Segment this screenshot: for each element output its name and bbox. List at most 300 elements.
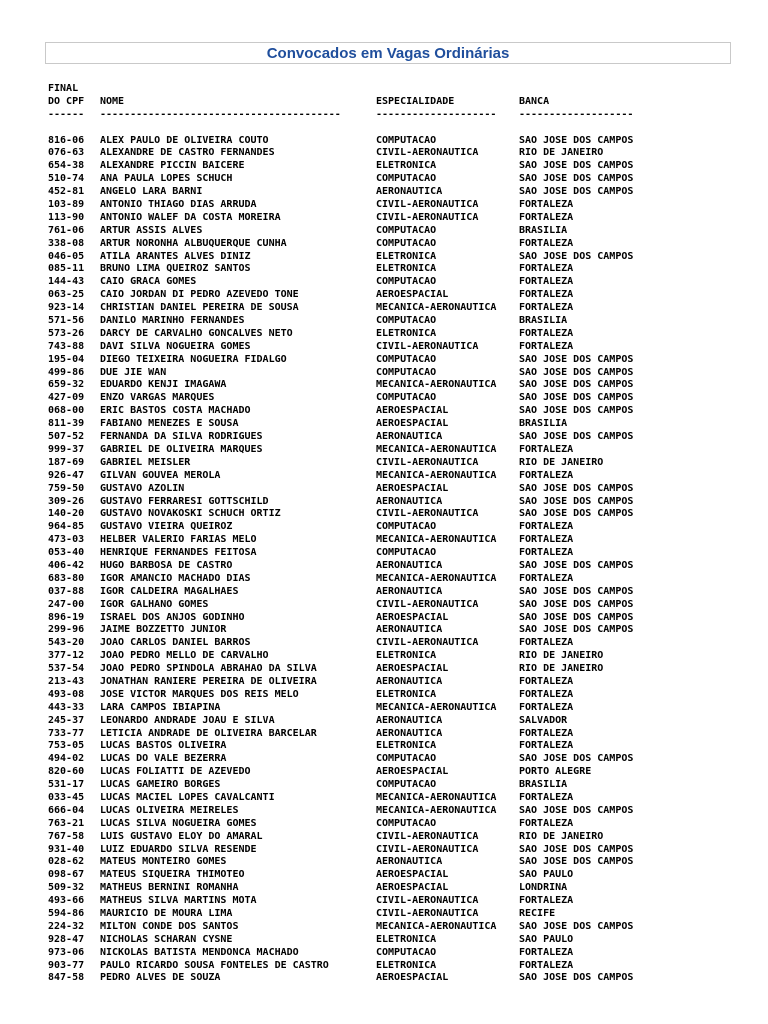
row-nome: LUIS GUSTAVO ELOY DO AMARAL	[100, 830, 263, 842]
row-nome: CAIO GRACA GOMES	[100, 276, 197, 288]
row-especialidade: ELETRONICA	[376, 160, 437, 172]
row-nome: LEONARDO ANDRADE JOAU E SILVA	[100, 714, 275, 726]
row-banca: FORTALEZA	[519, 791, 574, 803]
table-row	[48, 908, 748, 921]
row-especialidade: AERONAUTICA	[376, 186, 443, 198]
row-nome: LARA CAMPOS IBIAPINA	[100, 701, 221, 713]
row-cpf: 759-50	[48, 482, 85, 494]
table-row	[48, 392, 748, 405]
table-row	[48, 508, 748, 521]
row-nome: HENRIQUE FERNANDES FEITOSA	[100, 547, 257, 559]
row-especialidade: COMPUTACAO	[376, 224, 437, 236]
table-row	[48, 882, 748, 895]
table-row	[48, 225, 748, 238]
row-banca: SAO JOSE DOS CAMPOS	[519, 611, 634, 623]
row-cpf: 928-47	[48, 933, 85, 945]
row-cpf: 896-19	[48, 611, 85, 623]
row-banca: SAO JOSE DOS CAMPOS	[519, 431, 634, 443]
row-banca: SAO JOSE DOS CAMPOS	[519, 366, 634, 378]
row-banca: SALVADOR	[519, 714, 568, 726]
candidate-listing	[48, 83, 748, 985]
row-especialidade: AEROESPACIAL	[376, 882, 449, 894]
table-row	[48, 676, 748, 689]
spacer	[48, 122, 748, 135]
row-banca: FORTALEZA	[519, 675, 574, 687]
row-cpf: 473-03	[48, 534, 85, 546]
row-nome: DANILO MARINHO FERNANDES	[100, 315, 245, 327]
table-row	[48, 779, 748, 792]
row-nome: EDUARDO KENJI IMAGAWA	[100, 379, 227, 391]
table-row	[48, 947, 748, 960]
table-row	[48, 251, 748, 264]
row-nome: IGOR CALDEIRA MAGALHAES	[100, 585, 239, 597]
row-especialidade: MECANICA-AERONAUTICA	[376, 302, 497, 314]
table-row	[48, 405, 748, 418]
row-cpf: 247-00	[48, 598, 85, 610]
row-especialidade: COMPUTACAO	[376, 817, 437, 829]
row-banca: SAO JOSE DOS CAMPOS	[519, 753, 634, 765]
dash-final: ------	[48, 108, 85, 120]
table-row	[48, 547, 748, 560]
row-especialidade: MECANICA-AERONAUTICA	[376, 534, 497, 546]
row-especialidade: AERONAUTICA	[376, 856, 443, 868]
row-banca: SAO JOSE DOS CAMPOS	[519, 508, 634, 520]
row-especialidade: AEROESPACIAL	[376, 663, 449, 675]
row-nome: HUGO BARBOSA DE CASTRO	[100, 559, 233, 571]
row-cpf: 098-67	[48, 869, 85, 881]
header-nome: NOME	[100, 95, 125, 107]
table-row	[48, 457, 748, 470]
row-banca: SAO JOSE DOS CAMPOS	[519, 250, 634, 262]
row-banca: FORTALEZA	[519, 946, 574, 958]
row-banca: SAO JOSE DOS CAMPOS	[519, 598, 634, 610]
row-banca: FORTALEZA	[519, 740, 574, 752]
row-especialidade: AEROESPACIAL	[376, 611, 449, 623]
row-nome: MATEUS SIQUEIRA THIMOTEO	[100, 869, 245, 881]
row-banca: FORTALEZA	[519, 302, 574, 314]
header-final: FINAL	[48, 83, 79, 94]
table-row	[48, 599, 748, 612]
row-cpf: 046-05	[48, 250, 85, 262]
row-banca: SAO JOSE DOS CAMPOS	[519, 843, 634, 855]
table-row	[48, 431, 748, 444]
row-banca: FORTALEZA	[519, 521, 574, 533]
row-cpf: 753-05	[48, 740, 85, 752]
table-row	[48, 728, 748, 741]
row-nome: JOAO PEDRO SPINDOLA ABRAHAO DA SILVA	[100, 663, 317, 675]
row-banca: SAO JOSE DOS CAMPOS	[519, 353, 634, 365]
row-cpf: 761-06	[48, 224, 85, 236]
row-nome: JONATHAN RANIERE PEREIRA DE OLIVEIRA	[100, 675, 317, 687]
row-especialidade: AERONAUTICA	[376, 624, 443, 636]
row-nome: CHRISTIAN DANIEL PEREIRA DE SOUSA	[100, 302, 299, 314]
row-banca: SAO PAULO	[519, 933, 574, 945]
table-row	[48, 844, 748, 857]
row-banca: SAO JOSE DOS CAMPOS	[519, 186, 634, 198]
row-cpf: 903-77	[48, 959, 85, 971]
header-banca: BANCA	[519, 95, 550, 107]
row-nome: JOAO PEDRO MELLO DE CARVALHO	[100, 650, 269, 662]
row-nome: ATILA ARANTES ALVES DINIZ	[100, 250, 251, 262]
row-banca: SAO JOSE DOS CAMPOS	[519, 624, 634, 636]
row-banca: FORTALEZA	[519, 276, 574, 288]
row-banca: FORTALEZA	[519, 199, 574, 211]
table-row	[48, 186, 748, 199]
table-row	[48, 160, 748, 173]
table-row	[48, 147, 748, 160]
row-especialidade: AERONAUTICA	[376, 727, 443, 739]
table-row	[48, 367, 748, 380]
row-banca: SAO JOSE DOS CAMPOS	[519, 134, 634, 146]
row-nome: LETICIA ANDRADE DE OLIVEIRA BARCELAR	[100, 727, 317, 739]
row-cpf: 499-86	[48, 366, 85, 378]
row-especialidade: COMPUTACAO	[376, 392, 437, 404]
row-cpf: 571-56	[48, 315, 85, 327]
row-banca: SAO JOSE DOS CAMPOS	[519, 495, 634, 507]
row-cpf: 053-40	[48, 547, 85, 559]
row-especialidade: CIVIL-AERONAUTICA	[376, 508, 479, 520]
row-nome: ARTUR NORONHA ALBUQUERQUE CUNHA	[100, 237, 287, 249]
row-banca: FORTALEZA	[519, 340, 574, 352]
row-nome: MAURICIO DE MOURA LIMA	[100, 908, 233, 919]
row-cpf: 811-39	[48, 418, 85, 430]
row-banca: FORTALEZA	[519, 289, 574, 301]
row-banca: SAO JOSE DOS CAMPOS	[519, 920, 634, 932]
row-especialidade: AEROESPACIAL	[376, 869, 449, 881]
header-especialidade: ESPECIALIDADE	[376, 95, 455, 107]
header-do-cpf: DO CPF	[48, 95, 85, 107]
row-especialidade: CIVIL-AERONAUTICA	[376, 598, 479, 610]
row-nome: GILVAN GOUVEA MEROLA	[100, 469, 221, 481]
row-banca: FORTALEZA	[519, 534, 574, 546]
row-banca: FORTALEZA	[519, 327, 574, 339]
row-nome: GUSTAVO VIEIRA QUEIROZ	[100, 521, 233, 533]
row-nome: GUSTAVO AZOLIN	[100, 482, 185, 494]
table-row	[48, 663, 748, 676]
row-cpf: 733-77	[48, 727, 85, 739]
table-row	[48, 199, 748, 212]
row-nome: FABIANO MENEZES E SOUSA	[100, 418, 239, 430]
row-especialidade: AERONAUTICA	[376, 714, 443, 726]
row-cpf: 033-45	[48, 791, 85, 803]
dash-nome: ----------------------------------------	[100, 108, 341, 120]
row-banca: FORTALEZA	[519, 959, 574, 971]
row-nome: PAULO RICARDO SOUSA FONTELES DE CASTRO	[100, 959, 329, 971]
row-cpf: 510-74	[48, 173, 85, 185]
row-nome: ARTUR ASSIS ALVES	[100, 224, 203, 236]
row-banca: RECIFE	[519, 908, 556, 919]
table-row	[48, 650, 748, 663]
row-nome: ANA PAULA LOPES SCHUCH	[100, 173, 233, 185]
row-nome: GUSTAVO NOVAKOSKI SCHUCH ORTIZ	[100, 508, 281, 520]
row-banca: RIO DE JANEIRO	[519, 650, 604, 662]
row-cpf: 743-88	[48, 340, 85, 352]
row-cpf: 666-04	[48, 804, 85, 816]
row-cpf: 338-08	[48, 237, 85, 249]
row-banca: FORTALEZA	[519, 637, 574, 649]
row-nome: LUCAS SILVA NOGUEIRA GOMES	[100, 817, 257, 829]
row-nome: MATHEUS BERNINI ROMANHA	[100, 882, 239, 894]
row-banca: SAO JOSE DOS CAMPOS	[519, 559, 634, 571]
row-nome: ALEXANDRE DE CASTRO FERNANDES	[100, 147, 275, 159]
row-cpf: 309-26	[48, 495, 85, 507]
row-cpf: 493-66	[48, 895, 85, 907]
row-nome: LUCAS DO VALE BEZERRA	[100, 753, 227, 765]
row-especialidade: CIVIL-AERONAUTICA	[376, 830, 479, 842]
table-row	[48, 534, 748, 547]
row-especialidade: MECANICA-AERONAUTICA	[376, 920, 497, 932]
row-nome: IGOR GALHANO GOMES	[100, 598, 209, 610]
row-especialidade: AERONAUTICA	[376, 431, 443, 443]
table-row	[48, 856, 748, 869]
row-banca: SAO JOSE DOS CAMPOS	[519, 405, 634, 417]
row-banca: RIO DE JANEIRO	[519, 147, 604, 159]
row-nome: DAVI SILVA NOGUEIRA GOMES	[100, 340, 251, 352]
table-row	[48, 470, 748, 483]
table-row	[48, 921, 748, 934]
row-nome: ANTONIO THIAGO DIAS ARRUDA	[100, 199, 257, 211]
header-line-2	[48, 96, 748, 109]
row-nome: ALEX PAULO DE OLIVEIRA COUTO	[100, 134, 269, 146]
table-row	[48, 895, 748, 908]
row-especialidade: ELETRONICA	[376, 959, 437, 971]
row-cpf: 543-20	[48, 637, 85, 649]
row-cpf: 509-32	[48, 882, 85, 894]
row-cpf: 140-20	[48, 508, 85, 520]
row-banca: RIO DE JANEIRO	[519, 456, 604, 468]
row-nome: LUCAS FOLIATTI DE AZEVEDO	[100, 766, 251, 778]
row-nome: LUCAS BASTOS OLIVEIRA	[100, 740, 227, 752]
row-cpf: 923-14	[48, 302, 85, 314]
table-row	[48, 302, 748, 315]
row-cpf: 964-85	[48, 521, 85, 533]
row-cpf: 493-08	[48, 688, 85, 700]
row-nome: GUSTAVO FERRARESI GOTTSCHILD	[100, 495, 269, 507]
row-especialidade: AEROESPACIAL	[376, 972, 449, 984]
table-row	[48, 418, 748, 431]
row-nome: CAIO JORDAN DI PEDRO AZEVEDO TONE	[100, 289, 299, 301]
table-row	[48, 637, 748, 650]
table-row	[48, 612, 748, 625]
row-banca: RIO DE JANEIRO	[519, 830, 604, 842]
row-cpf: 531-17	[48, 779, 85, 791]
row-especialidade: AERONAUTICA	[376, 675, 443, 687]
row-nome: GABRIEL DE OLIVEIRA MARQUES	[100, 443, 263, 455]
row-nome: LUCAS GAMEIRO BORGES	[100, 779, 221, 791]
row-nome: DUE JIE WAN	[100, 366, 167, 378]
row-banca: FORTALEZA	[519, 727, 574, 739]
row-especialidade: AERONAUTICA	[376, 495, 443, 507]
row-banca: SAO PAULO	[519, 869, 574, 881]
row-especialidade: COMPUTACAO	[376, 946, 437, 958]
row-cpf: 299-96	[48, 624, 85, 636]
row-especialidade: ELETRONICA	[376, 263, 437, 275]
table-row	[48, 315, 748, 328]
row-especialidade: ELETRONICA	[376, 933, 437, 945]
row-banca: FORTALEZA	[519, 547, 574, 559]
row-especialidade: COMPUTACAO	[376, 315, 437, 327]
table-row	[48, 328, 748, 341]
row-banca: FORTALEZA	[519, 211, 574, 223]
row-banca: SAO JOSE DOS CAMPOS	[519, 482, 634, 494]
row-nome: ALEXANDRE PICCIN BAICERE	[100, 160, 245, 172]
row-banca: BRASILIA	[519, 224, 568, 236]
row-nome: DARCY DE CARVALHO GONCALVES NETO	[100, 327, 293, 339]
table-row	[48, 740, 748, 753]
row-nome: JOSE VICTOR MARQUES DOS REIS MELO	[100, 688, 299, 700]
row-especialidade: AERONAUTICA	[376, 559, 443, 571]
row-cpf: 103-89	[48, 199, 85, 211]
row-cpf: 406-42	[48, 559, 85, 571]
row-cpf: 245-37	[48, 714, 85, 726]
table-row	[48, 212, 748, 225]
row-especialidade: MECANICA-AERONAUTICA	[376, 469, 497, 481]
row-cpf: 037-88	[48, 585, 85, 597]
row-nome: ENZO VARGAS MARQUES	[100, 392, 215, 404]
row-especialidade: CIVIL-AERONAUTICA	[376, 456, 479, 468]
row-cpf: 068-00	[48, 405, 85, 417]
row-banca: SAO JOSE DOS CAMPOS	[519, 379, 634, 391]
row-banca: FORTALEZA	[519, 572, 574, 584]
row-nome: NICKOLAS BATISTA MENDONCA MACHADO	[100, 946, 299, 958]
table-row	[48, 934, 748, 947]
row-cpf: 213-43	[48, 675, 85, 687]
table-row	[48, 483, 748, 496]
table-row	[48, 379, 748, 392]
row-cpf: 999-37	[48, 443, 85, 455]
row-especialidade: AEROESPACIAL	[376, 766, 449, 778]
row-especialidade: CIVIL-AERONAUTICA	[376, 843, 479, 855]
row-especialidade: AEROESPACIAL	[376, 418, 449, 430]
table-row	[48, 289, 748, 302]
table-row	[48, 444, 748, 457]
row-cpf: 763-21	[48, 817, 85, 829]
table-row	[48, 818, 748, 831]
row-nome: MATHEUS SILVA MARTINS MOTA	[100, 895, 257, 907]
row-especialidade: CIVIL-AERONAUTICA	[376, 340, 479, 352]
table-row	[48, 586, 748, 599]
row-banca: BRASILIA	[519, 418, 568, 430]
row-cpf: 537-54	[48, 663, 85, 675]
row-nome: BRUNO LIMA QUEIROZ SANTOS	[100, 263, 251, 275]
row-nome: JOAO CARLOS DANIEL BARROS	[100, 637, 251, 649]
row-banca: SAO JOSE DOS CAMPOS	[519, 972, 634, 984]
row-banca: BRASILIA	[519, 779, 568, 791]
row-banca: FORTALEZA	[519, 817, 574, 829]
table-row	[48, 276, 748, 289]
header-dashes	[48, 109, 748, 122]
row-banca: FORTALEZA	[519, 443, 574, 455]
row-cpf: 063-25	[48, 289, 85, 301]
row-cpf: 847-58	[48, 972, 85, 984]
dash-especialidade: --------------------	[376, 108, 497, 120]
header-line-1	[48, 83, 748, 96]
row-nome: HELBER VALERIO FARIAS MELO	[100, 534, 257, 546]
row-nome: MATEUS MONTEIRO GOMES	[100, 856, 227, 868]
row-especialidade: MECANICA-AERONAUTICA	[376, 804, 497, 816]
row-nome: LUCAS MACIEL LOPES CAVALCANTI	[100, 791, 275, 803]
table-row	[48, 263, 748, 276]
row-nome: FERNANDA DA SILVA RODRIGUES	[100, 431, 263, 443]
row-nome: ISRAEL DOS ANJOS GODINHO	[100, 611, 245, 623]
row-especialidade: MECANICA-AERONAUTICA	[376, 701, 497, 713]
table-row	[48, 238, 748, 251]
row-cpf: 816-06	[48, 134, 85, 146]
row-cpf: 820-60	[48, 766, 85, 778]
row-cpf: 377-12	[48, 650, 85, 662]
row-cpf: 452-81	[48, 186, 85, 198]
row-cpf: 494-02	[48, 753, 85, 765]
row-especialidade: ELETRONICA	[376, 740, 437, 752]
row-banca: FORTALEZA	[519, 688, 574, 700]
row-especialidade: ELETRONICA	[376, 250, 437, 262]
row-banca: SAO JOSE DOS CAMPOS	[519, 585, 634, 597]
row-cpf: 076-63	[48, 147, 85, 159]
table-row	[48, 173, 748, 186]
row-banca: SAO JOSE DOS CAMPOS	[519, 160, 634, 172]
row-cpf: 443-33	[48, 701, 85, 713]
row-cpf: 144-43	[48, 276, 85, 288]
table-row	[48, 805, 748, 818]
row-banca: FORTALEZA	[519, 263, 574, 275]
row-banca: RIO DE JANEIRO	[519, 663, 604, 675]
row-especialidade: AERONAUTICA	[376, 585, 443, 597]
table-row	[48, 766, 748, 779]
row-nome: IGOR AMANCIO MACHADO DIAS	[100, 572, 251, 584]
row-especialidade: CIVIL-AERONAUTICA	[376, 199, 479, 211]
row-especialidade: COMPUTACAO	[376, 547, 437, 559]
row-especialidade: COMPUTACAO	[376, 753, 437, 765]
table-row	[48, 354, 748, 367]
row-cpf: 028-62	[48, 856, 85, 868]
row-nome: ERIC BASTOS COSTA MACHADO	[100, 405, 251, 417]
row-nome: NICHOLAS SCHARAN CYSNE	[100, 933, 233, 945]
row-especialidade: CIVIL-AERONAUTICA	[376, 908, 479, 919]
row-especialidade: CIVIL-AERONAUTICA	[376, 211, 479, 223]
row-cpf: 113-90	[48, 211, 85, 223]
row-especialidade: ELETRONICA	[376, 327, 437, 339]
table-row	[48, 496, 748, 509]
row-banca: BRASILIA	[519, 315, 568, 327]
row-cpf: 931-40	[48, 843, 85, 855]
row-especialidade: AEROESPACIAL	[376, 289, 449, 301]
row-especialidade: COMPUTACAO	[376, 276, 437, 288]
row-especialidade: MECANICA-AERONAUTICA	[376, 443, 497, 455]
row-especialidade: AEROESPACIAL	[376, 405, 449, 417]
row-cpf: 659-32	[48, 379, 85, 391]
row-nome: PEDRO ALVES DE SOUZA	[100, 972, 221, 984]
row-cpf: 195-04	[48, 353, 85, 365]
table-row	[48, 972, 748, 985]
row-banca: FORTALEZA	[519, 895, 574, 907]
row-nome: DIEGO TEIXEIRA NOGUEIRA FIDALGO	[100, 353, 287, 365]
row-nome: LUIZ EDUARDO SILVA RESENDE	[100, 843, 257, 855]
row-especialidade: CIVIL-AERONAUTICA	[376, 637, 479, 649]
row-nome: LUCAS OLIVEIRA MEIRELES	[100, 804, 239, 816]
table-row	[48, 560, 748, 573]
row-banca: LONDRINA	[519, 882, 568, 894]
row-banca: FORTALEZA	[519, 237, 574, 249]
row-banca: SAO JOSE DOS CAMPOS	[519, 392, 634, 404]
row-nome: ANTONIO WALEF DA COSTA MOREIRA	[100, 211, 281, 223]
row-nome: ANGELO LARA BARNI	[100, 186, 203, 198]
row-cpf: 683-80	[48, 572, 85, 584]
row-cpf: 187-69	[48, 456, 85, 468]
table-row	[48, 624, 748, 637]
row-cpf: 973-06	[48, 946, 85, 958]
row-especialidade: MECANICA-AERONAUTICA	[376, 791, 497, 803]
row-cpf: 654-38	[48, 160, 85, 172]
